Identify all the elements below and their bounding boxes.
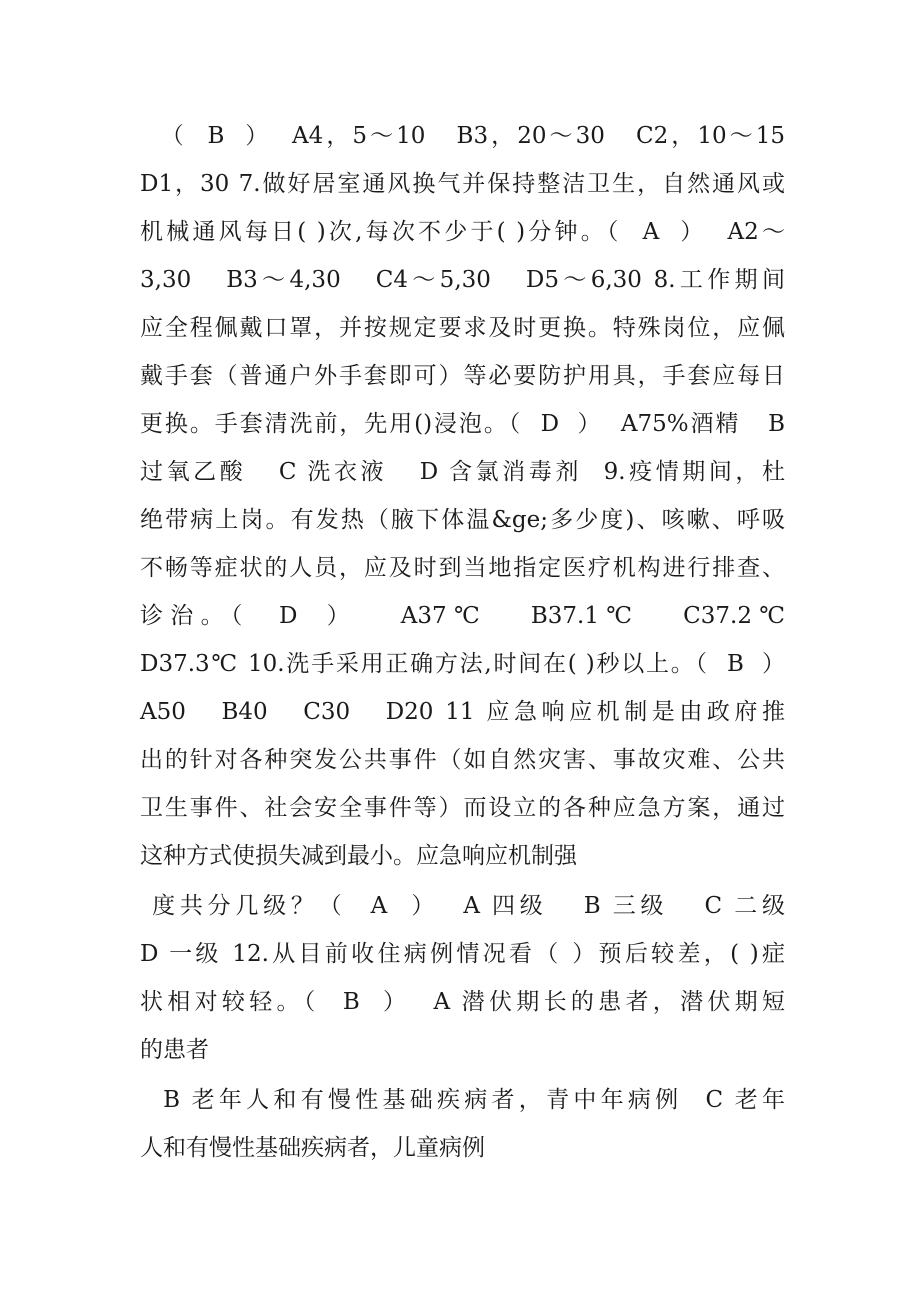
text-line: 应全程佩戴口罩，并按规定要求及时更换。特殊岗位，应佩 [140, 315, 785, 341]
text-line: 出的针对各种突发公共事件（如自然灾害、事故灾难、公共 [140, 747, 785, 773]
text-line: D1，30 7.做好居室通风换气并保持整洁卫生，自然通风或 [140, 171, 785, 197]
text-line: 的患者 [140, 1037, 209, 1063]
text-line: 诊治。（ D ） A37℃ B37.1℃ C37.2℃ [140, 603, 785, 629]
text-line: 人和有慢性基础疾病者，儿童病例 [140, 1135, 485, 1161]
text-line: B 老年人和有慢性基础疾病者，青中年病例 C 老年 [140, 1087, 785, 1113]
text-line: 戴手套（普通户外手套即可）等必要防护用具，手套应每日 [140, 363, 785, 389]
text-line: A50 B40 C30 D20 11 应急响应机制是由政府推 [140, 699, 785, 725]
text-line: 卫生事件、社会安全事件等）而设立的各种应急方案，通过 [140, 795, 785, 821]
text-line: D 一级 12.从目前收住病例情况看（ ）预后较差，( )症 [140, 941, 785, 967]
text-line: 不畅等症状的人员，应及时到当地指定医疗机构进行排查、 [140, 555, 785, 581]
text-line: （ B ） A4，5～10 B3，20～30 C2，10～15 [140, 123, 785, 149]
text-line: 3,30 B3～4,30 C4～5,30 D5～6,30 8.工作期间 [140, 267, 785, 293]
text-line: 机械通风每日( )次,每次不少于( )分钟。（ A ） A2～ [140, 219, 785, 245]
text-line: 状相对较轻。（ B ） A 潜伏期长的患者，潜伏期短 [140, 989, 785, 1015]
text-line: 过氧乙酸 C 洗衣液 D 含氯消毒剂 9.疫情期间，杜 [140, 459, 785, 485]
text-line: 这种方式使损失减到最小。应急响应机制强 [140, 843, 577, 869]
text-line: D37.3℃ 10.洗手采用正确方法,时间在( )秒以上。（ B ） [140, 651, 785, 677]
text-line: 绝带病上岗。有发热（腋下体温&ge;多少度)、咳嗽、呼吸 [140, 507, 785, 533]
text-line: 更换。手套清洗前，先用()浸泡。（ D ） A75%酒精 B [140, 411, 785, 437]
text-line: 度共分几级？（ A ） A 四级 B 三级 C 二级 [140, 893, 785, 919]
